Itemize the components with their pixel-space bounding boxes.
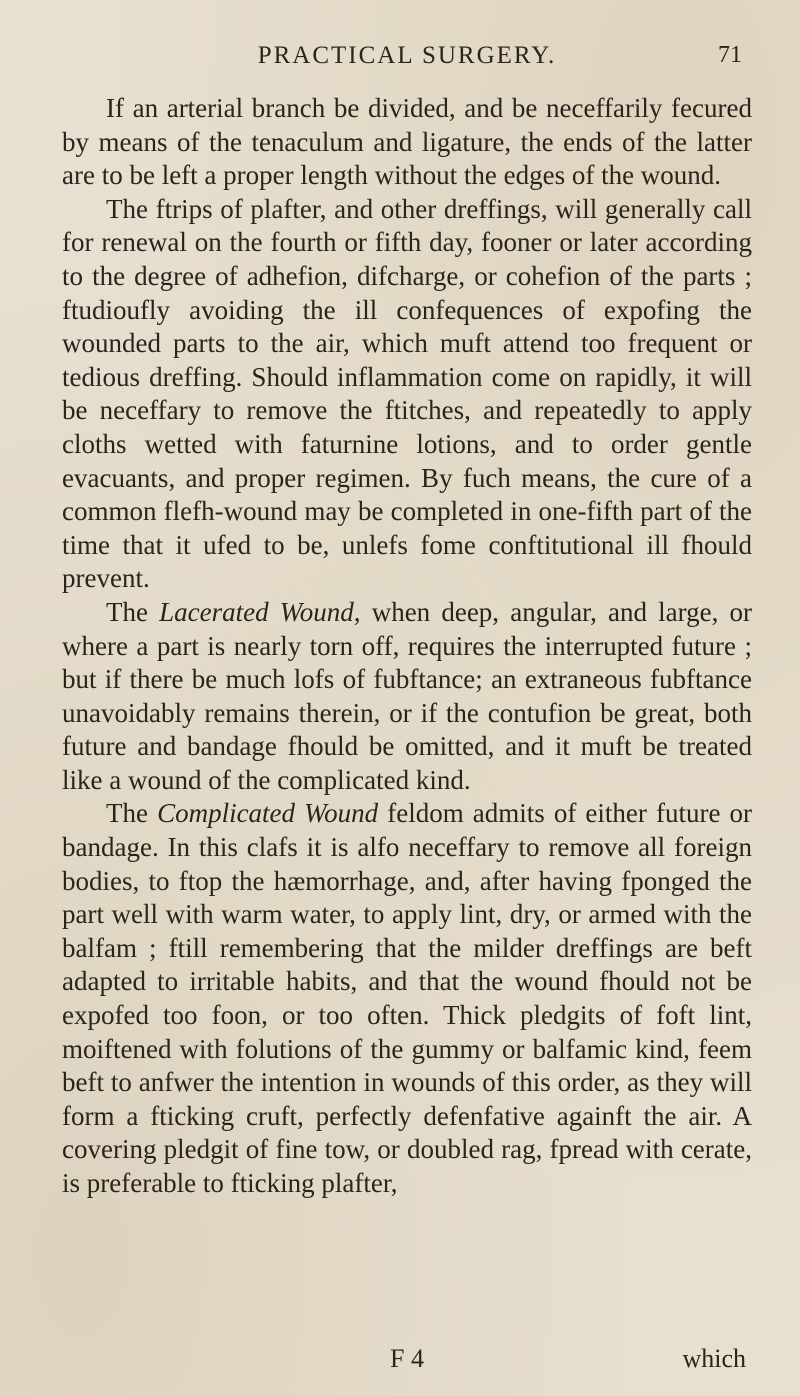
paragraph-complicated-wound — [62, 797, 752, 1200]
paragraph-text: The ftrips of plafter, and other dreffings, will generally call for renewal on the fourth or fifth day, fooner or later according to the degree of adhefion, difcharge, or cohefion of the parts ; ftudioufly avoiding the ill confequences of expofing the wounded parts to the air, which muft attend too frequent or tedious dreffing. Should inflammation come on rapidly, it will be neceffary to remove the ftitches, and repeatedly to apply cloths wetted with faturnine lotions, and to order gentle evacuants, and proper regimen. By fuch means, the cure of a common flefh-wound may be completed in one-fifth part of the time that it ufed to be, unlefs fome conftitutional ill fhould prevent. — [62, 193, 752, 594]
paragraph-text: The — [106, 798, 158, 829]
paragraph-ligature — [62, 92, 752, 193]
catchword: which — [682, 1344, 746, 1373]
paragraph-term: Complicated Wound — [157, 798, 379, 829]
page-header — [62, 38, 752, 82]
paragraph-text: , when deep, angular, and large, or where a part is nearly torn off, requires the interrupted future ; but if there be much lofs of fubftance; an extraneous fubftance unavoidably remains therein, or if the contufion be great, both future and bandage fhould be omitted, and it muft be treated like a wound of the complicated kind. — [62, 596, 752, 795]
paragraph-text: The — [106, 596, 160, 627]
page-number: 71 — [718, 42, 742, 68]
paragraph-dressings — [62, 193, 752, 596]
paragraph-text: If an arterial branch be divided, and be neceffarily fecured by means of the tenaculum and ligature, the ends of the latter are to be left a proper length without the edges of the wound. — [62, 93, 752, 191]
paragraph-lacerated-wound — [62, 596, 752, 798]
page-footer — [62, 1344, 752, 1378]
paragraph-term: Lacerated Wound — [159, 596, 354, 627]
body-text — [62, 92, 752, 1201]
running-head: PRACTICAL SURGERY. — [257, 42, 557, 69]
signature-mark: F 4 — [390, 1344, 424, 1373]
paragraph-text: feldom admits of either future or bandage. In this clafs it is alfo neceffary to remove all foreign bodies, to ftop the hæmorrhage, and, after having fponged the part well with warm water, to apply lint, dry, or armed with the balfam ; ftill remembering that the milder dreffings are beft adapted to irritable habits, and that the wound fhould not be expofed too foon, or too often. Thick pledgits of foft lint, moiftened with folutions of the gummy or balfamic kind, feem beft to anfwer the intention in wounds of this order, as they will form a fticking cruft, perfectly defenfative againft the air. A covering pledgit of fine tow, or doubled rag, fpread with cerate, is preferable to fticking plafter, — [62, 798, 752, 1198]
